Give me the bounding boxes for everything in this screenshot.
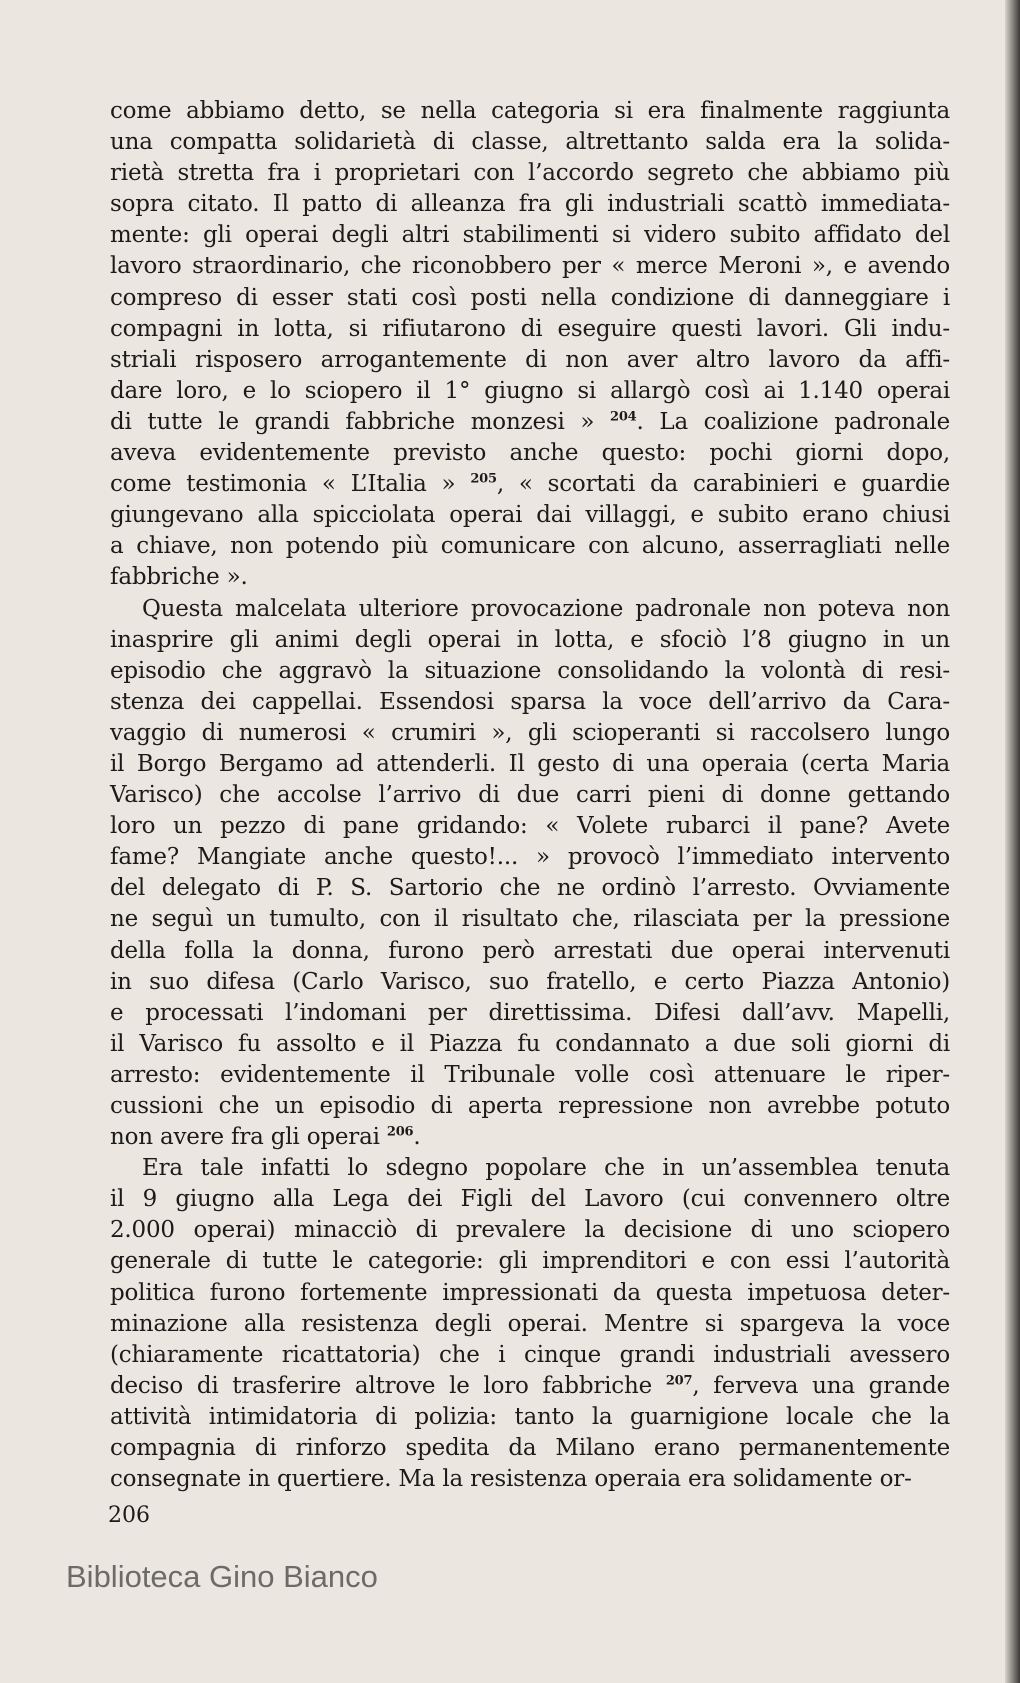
text-line: a chiave, non potendo più comunicare con alcuno, asserragliati nelle [110, 533, 950, 560]
text-line: compreso di esser stati così posti nella condizione di danneggiare i [110, 284, 950, 311]
text-line: episodio che aggravò la situazione consolidando la volontà di resi- [110, 657, 950, 684]
text-line: generale di tutte le categorie: gli imprenditori e con essi l’autorità [110, 1248, 950, 1275]
text-line: compagni in lotta, si rifiutarono di eseguire questi lavori. Gli indu- [110, 315, 950, 342]
page-number: 206 [108, 1503, 150, 1528]
text-line: giungevano alla spicciolata operai dai villaggi, e subito erano chiusi [110, 502, 950, 529]
text-line: Varisco) che accolse l’arrivo di due carri pieni di donne gettando [110, 782, 950, 809]
text-line: fame? Mangiate anche questo!... » provocò l’immediato intervento [110, 844, 950, 871]
text-line: compagnia di rinforzo spedita da Milano erano permanentemente [110, 1435, 950, 1462]
paragraph [110, 594, 950, 1154]
body-text [110, 96, 950, 1495]
text-line: Questa malcelata ulteriore provocazione padronale non poteva non [142, 595, 950, 622]
text-line: deciso di trasferire altrove le loro fabbriche $^{207}$, ferveva una grande [110, 1372, 951, 1399]
text-line: del delegato di P. S. Sartorio che ne ordinò l’arresto. Ovviamente [110, 875, 950, 902]
text-line: come testimonia « L’Italia » $^{205}$, « scortati da carabinieri e guardie [110, 471, 950, 498]
text-line: mente: gli operai degli altri stabilimenti si videro subito affidato del [110, 222, 950, 249]
text-line: dare loro, e lo sciopero il 1° giugno si allargò così ai 1.140 operai [110, 377, 950, 404]
text-line: (chiaramente ricattatoria) che i cinque grandi industriali avessero [110, 1341, 950, 1368]
text-line: il 9 giugno alla Lega dei Figli del Lavoro (cui convennero oltre [110, 1186, 950, 1213]
text-line: minazione alla resistenza degli operai. Mentre si spargeva la voce [110, 1310, 950, 1337]
text-line: fabbriche ». [110, 564, 248, 591]
library-watermark: Biblioteca Gino Bianco [66, 1559, 378, 1594]
text-line: attività intimidatoria di polizia: tanto la guarnigione locale che la [110, 1403, 950, 1430]
text-line: non avere fra gli operai $^{206}$. [110, 1124, 421, 1151]
text-line: vaggio di numerosi « crumiri », gli scioperanti si raccolsero lungo [110, 719, 950, 746]
text-line: aveva evidentemente previsto anche questo: pochi giorni dopo, [110, 440, 950, 467]
text-line: sopra citato. Il patto di alleanza fra gli industriali scattò immediata- [110, 191, 950, 218]
text-line: in suo difesa (Carlo Varisco, suo fratello, e certo Piazza Antonio) [110, 968, 950, 995]
text-line: una compatta solidarietà di classe, altrettanto salda era la solida- [110, 129, 950, 156]
text-line: ne seguì un tumulto, con il risultato che, rilasciata per la pressione [110, 906, 950, 933]
text-line: stenza dei cappellai. Essendosi sparsa la voce dell’arrivo da Cara- [110, 688, 950, 715]
footnote-marker: 204 [609, 409, 637, 425]
text-line: il Varisco fu assolto e il Piazza fu condannato a due soli giorni di [110, 1030, 950, 1057]
paragraph [110, 1153, 950, 1495]
paragraph [110, 96, 950, 594]
text-line: e processati l’indomani per direttissima. Difesi dall’avv. Mapelli, [110, 999, 950, 1026]
text-line: di tutte le grandi fabbriche monzesi » $^{204}$. La coalizione padronale [110, 408, 951, 435]
footnote-marker: 207 [665, 1373, 693, 1389]
text-line: loro un pezzo di pane gridando: « Volete rubarci il pane? Avete [110, 813, 950, 840]
text-line: arresto: evidentemente il Tribunale volle così attenuare le riper- [110, 1061, 950, 1088]
text-line: il Borgo Bergamo ad attenderli. Il gesto di una operaia (certa Maria [110, 750, 950, 777]
text-line: lavoro straordinario, che riconobbero per « merce Meroni », e avendo [110, 253, 950, 280]
text-line: striali risposero arrogantemente di non aver altro lavoro da affi- [110, 346, 950, 373]
text-line: Era tale infatti lo sdegno popolare che in un’assemblea tenuta [142, 1155, 950, 1182]
text-line: consegnate in quertiere. Ma la resistenza operaia era solidamente or- [110, 1466, 912, 1493]
text-line: della folla la donna, furono però arrestati due operai intervenuti [110, 937, 950, 964]
text-line: cussioni che un episodio di aperta repressione non avrebbe potuto [110, 1093, 950, 1119]
text-line: come abbiamo detto, se nella categoria si era finalmente raggiunta [110, 98, 950, 124]
text-line: 2.000 operai) minacciò di prevalere la decisione di uno sciopero [110, 1217, 950, 1244]
text-line: politica furono fortemente impressionati da questa impetuosa deter- [110, 1279, 950, 1306]
text-line: inasprire gli animi degli operai in lotta, e sfociò l’8 giugno in un [110, 626, 950, 653]
text-line: rietà stretta fra i proprietari con l’accordo segreto che abbiamo più [110, 160, 950, 187]
footnote-marker: 206 [386, 1124, 414, 1140]
page-edge-shadow [1005, 0, 1020, 1683]
footnote-marker: 205 [470, 471, 497, 487]
